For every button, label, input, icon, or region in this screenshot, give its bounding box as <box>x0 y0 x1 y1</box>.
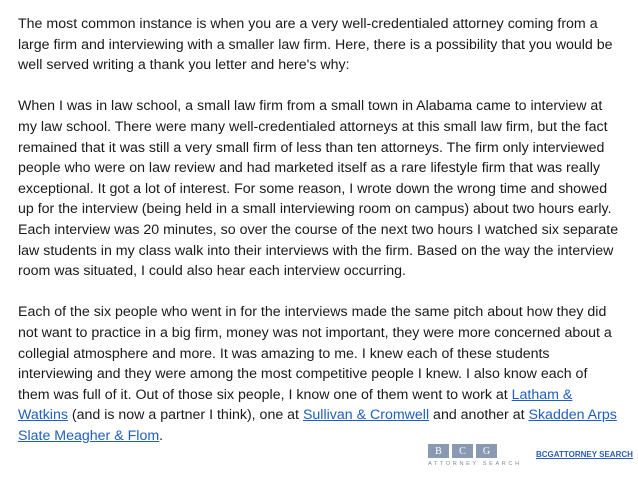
logo-letter-boxes <box>428 444 524 458</box>
paragraph-1: The most common instance is when you are a very well-credentialed attorney coming from a large firm and interviewing with a smaller law firm. Here, there is a possibility that you would be well served writing a thank you letter and here's why: <box>18 16 613 74</box>
sullivan-cromwell-link[interactable]: Sullivan & Cromwell <box>302 407 430 424</box>
paragraph-3 <box>18 302 622 446</box>
paragraph-3-text: . <box>159 427 164 444</box>
logo-letter-g: G <box>476 444 497 458</box>
paragraph-3-text: and another at <box>429 407 529 424</box>
paragraph-2: When I was in law school, a small law firm from a small town in Alabama came to interview at my law school. There were many well-credentialed attorneys at this small law firm, but the fact remained that it was still a very small firm of less than ten attorneys. The firm only interviewed people who were on law review and had marketed itself as a rare lifestyle firm that was really exceptional. It got a lot of interest. For some reason, I wrote down the wrong time and showed up for the interview (being held in a small interviewing room on campus) about two hours early. Each interview was 20 minutes, so over the course of the next two hours I watched six separate law students in my class walk into their interviews with the firm. Based on the way the interview room was situated, I could also hear each interview occurring. <box>18 98 619 280</box>
paragraph-3-text: (and is now a partner I think), one at <box>67 407 303 424</box>
bcg-logo <box>428 444 524 472</box>
bcg-site-link[interactable]: BCGATTORNEY SEARCH <box>536 450 633 459</box>
logo-letter-c: C <box>452 444 473 458</box>
paragraph-3-text: Each of the six people who went in for the interviews made the same pitch about how they did not want to practice in a big firm, money was not important, they were more concerned about a collegial atmosphere and more. It was amazing to me. I knew each of these students interviewing and they were among the most competitive people I knew. I also know each of them was full of it. Out of those six people, I know one of them went to work at <box>18 304 612 403</box>
article-body <box>18 14 622 467</box>
latham-watkins-link[interactable]: Latham & Watkins <box>18 386 573 424</box>
skadden-arps-link[interactable]: Skadden Arps Slate Meagher & Flom <box>18 407 617 444</box>
footer <box>0 440 638 479</box>
logo-subtext: ATTORNEY SEARCH <box>428 461 522 467</box>
logo-letter-b: B <box>428 444 449 458</box>
